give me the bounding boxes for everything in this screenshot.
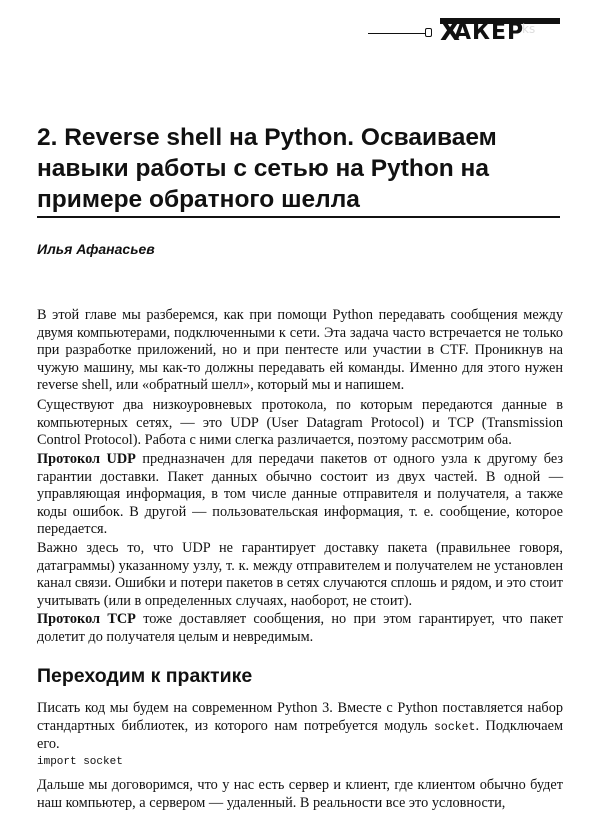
header-rule — [368, 33, 426, 34]
paragraph-intro — [37, 307, 563, 395]
inline-code: socket — [434, 720, 476, 734]
title-divider — [37, 216, 560, 218]
paragraph-text: Существуют два низкоуровневых протокола, по которым передаются данные в компьютерных сетях, — это UDP (User Datagram Protocol) и TCP (Transmission Control Protocol). Работа с ними слегка различается, поэтому рассмотрим оба. — [37, 397, 563, 449]
section-title: Переходим к практике — [37, 665, 253, 687]
logo-mark: X — [440, 17, 461, 47]
logo-text: АКЕР — [454, 20, 525, 45]
paragraph-protocols — [37, 397, 563, 450]
author-name: Илья Афанасьев — [37, 241, 155, 257]
paragraph-text: В этой главе мы разберемся, как при помощи Python передавать сообщения между двумя компьютерами, подключенными к сети. Эта задача часто встречается не только при разработке приложений, но и при пентесте или участии в CTF. Проникнув на чужую машину, мы как-то должны передавать ей команды. Именно для этого нужен reverse shell, или «обратный шелл», который мы и напишем. — [37, 307, 563, 394]
chapter-title: 2. Reverse shell на Python. Осваиваем навыки работы с сетью на Python на примере обратного шелла — [37, 124, 497, 213]
xakep-logo — [440, 18, 562, 46]
watermark-text: ks — [522, 22, 536, 36]
paragraph-text: Важно здесь то, что UDP не гарантирует доставку пакета (правильнее говоря, датаграммы) указанному узлу, т. к. между отправителем и получателем не установлен канал связи. Ошибки и потери пакетов в сетях случаются сплошь и рядом, и это стоит учитывать (или в определенных случаях, наоборот, не стоит). — [37, 540, 563, 609]
paragraph-python3 — [37, 700, 563, 754]
header-bullet — [425, 28, 432, 37]
term-udp: Протокол UDP — [37, 451, 136, 467]
term-tcp: Протокол TCP — [37, 611, 136, 627]
code-block: import socket — [37, 756, 123, 768]
paragraph-client-server — [37, 777, 563, 812]
paragraph-text: предназначен для передачи пакетов от одного узла к другому без гарантии доставки. Пакет данных обычно состоит из двух частей. В одной — управляющая информация, в том числе данные отправителя и получателя, а также коды ошибок. В другой — пользовательская информация, т. е. сообщение, которое передается. — [37, 451, 563, 538]
paragraph-text: . Подключаем его. — [37, 717, 563, 753]
paragraph-text: Писать код мы будем на современном Python 3. Вместе с Python поставляется набор стандартных библиотек, из которого нам потребуется модуль — [37, 700, 563, 734]
paragraph-text: Дальше мы договоримся, что у нас есть сервер и клиент, где клиентом обычно будет наш компьютер, а сервером — удаленный. В реальности все это условности, — [37, 777, 563, 811]
paragraph-tcp — [37, 611, 563, 646]
paragraph-text: тоже доставляет сообщения, но при этом гарантирует, что пакет долетит до получателя целым и невредимым. — [37, 611, 563, 645]
paragraph-udp — [37, 451, 563, 539]
paragraph-udp-guarantee — [37, 540, 563, 610]
